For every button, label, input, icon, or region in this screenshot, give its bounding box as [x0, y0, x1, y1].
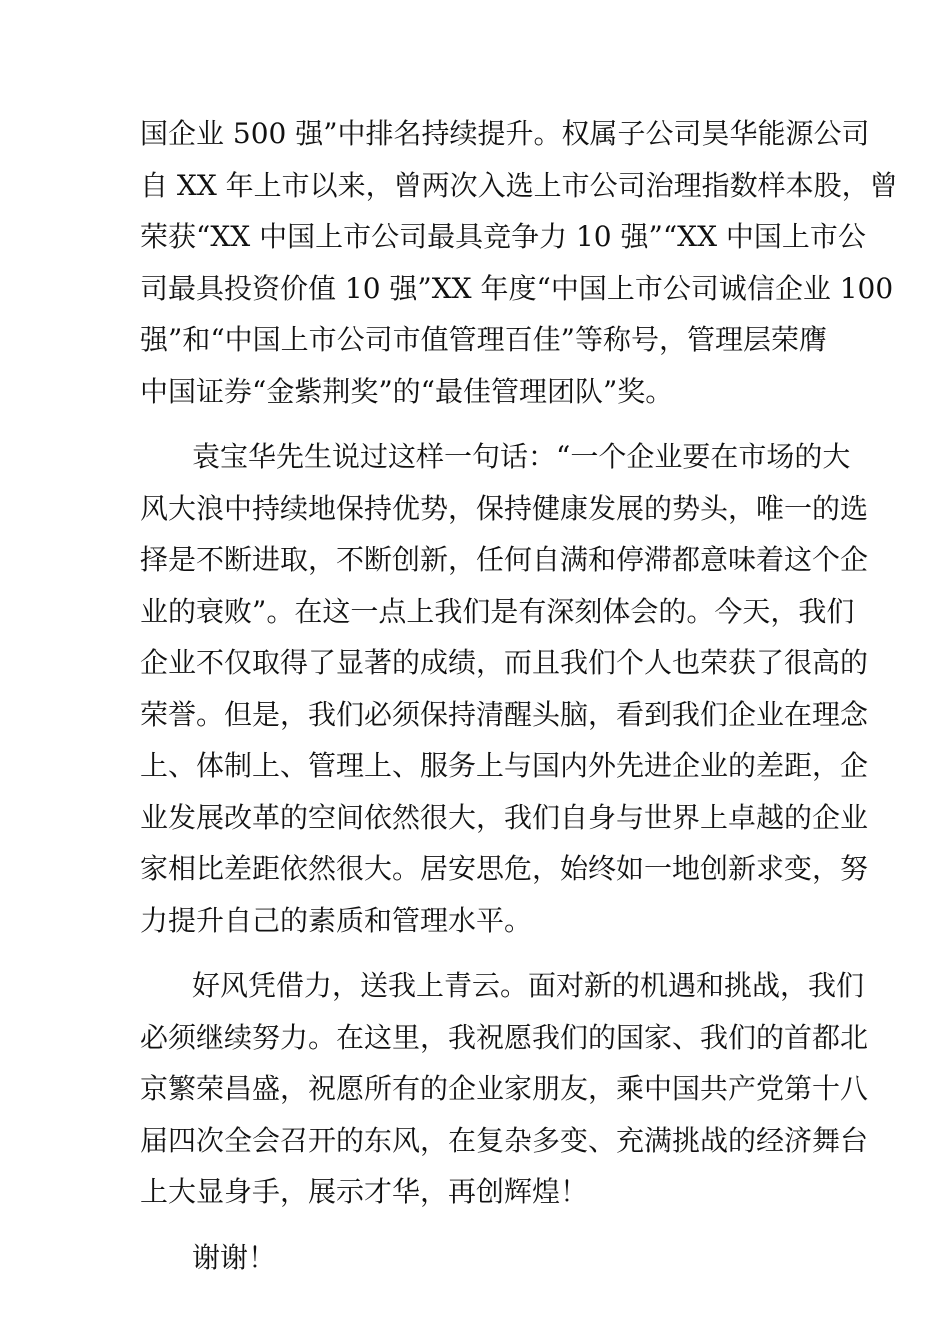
text-line: 家相比差距依然很大。居安思危，始终如一地创新求变，努 [140, 852, 869, 885]
text-line: 司最具投资价值 10 强”XX 年度“中国上市公司诚信企业 100 [140, 271, 894, 305]
text-line: 荣获“XX 中国上市公司最具竞争力 10 强”“XX 中国上市公 [140, 220, 866, 253]
text-line: 届四次全会召开的东风，在复杂多变、充满挑战的经济舞台 [140, 1123, 869, 1157]
text-line: 谢谢！ [192, 1240, 277, 1274]
text-line: 袁宝华先生说过这样一句话：“一个企业要在市场的大 [192, 440, 851, 473]
text-line: 必须继续努力。在这里，我祝愿我们的国家、我们的首都北 [140, 1020, 869, 1054]
text-line: 上大显身手，展示才华，再创辉煌！ [140, 1175, 589, 1208]
text-line: 好风凭借力，送我上青云。面对新的机遇和挑战，我们 [192, 969, 865, 1002]
text-line: 自 XX 年上市以来，曾两次入选上市公司治理指数样本股，曾 [140, 168, 898, 202]
text-line: 风大浪中持续地保持优势，保持健康发展的势头，唯一的选 [140, 491, 869, 525]
text-line: 择是不断进取，不断创新，任何自满和停滞都意味着这个企 [140, 543, 869, 576]
paragraph [140, 1232, 820, 1284]
text-line: 强”和“中国上市公司市值管理百佳”等称号，管理层荣膺 [140, 323, 827, 356]
paragraph-gap [140, 946, 820, 960]
text-line: 业的衰败”。在这一点上我们是有深刻体会的。今天，我们 [140, 594, 855, 628]
text-line: 力提升自己的素质和管理水平。 [140, 903, 533, 937]
document-body [140, 108, 898, 1283]
paragraph-gap [140, 417, 820, 431]
text-line: 中国证券“金紫荆奖”的“最佳管理团队”奖。 [140, 374, 674, 408]
paragraph [140, 960, 869, 1218]
text-line: 上、体制上、管理上、服务上与国内外先进企业的差距，企 [140, 749, 869, 782]
text-line: 荣誉。但是，我们必须保持清醒头脑，看到我们企业在理念 [140, 697, 869, 731]
paragraph-gap [140, 1218, 820, 1232]
text-line: 企业不仅取得了显著的成绩，而且我们个人也荣获了很高的 [140, 646, 869, 679]
text-line: 国企业 500 强”中排名持续提升。权属子公司昊华能源公司 [140, 117, 870, 150]
text-line: 业发展改革的空间依然很大，我们自身与世界上卓越的企业 [140, 800, 869, 834]
paragraph [140, 108, 898, 417]
text-line: 京繁荣昌盛，祝愿所有的企业家朋友，乘中国共产党第十八 [140, 1072, 869, 1105]
paragraph [140, 431, 869, 946]
